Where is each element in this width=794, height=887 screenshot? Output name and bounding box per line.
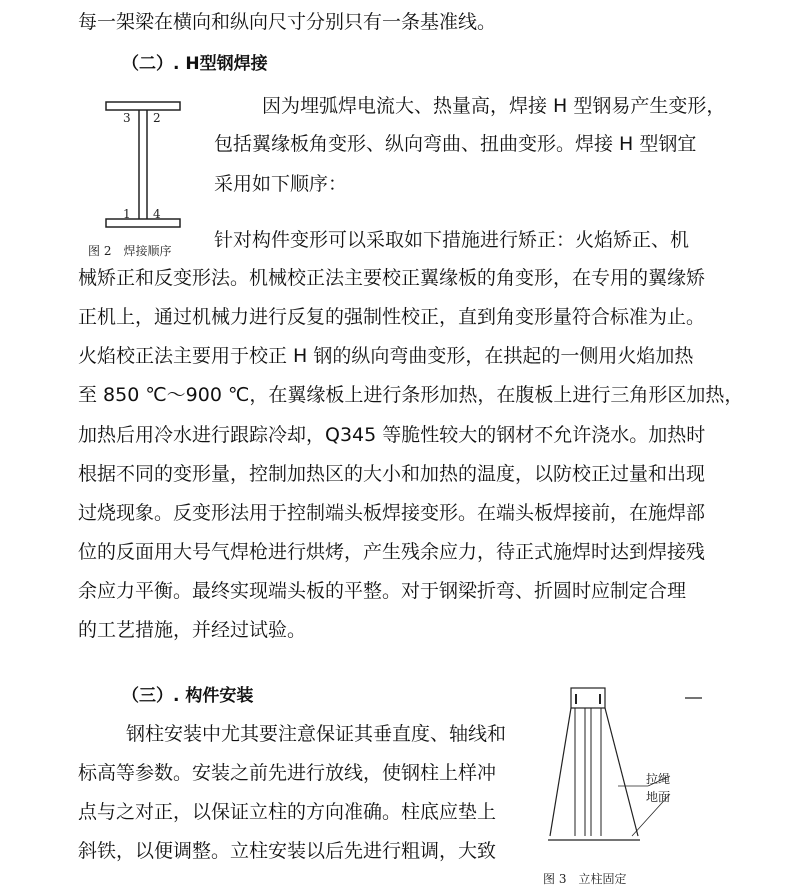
- para2-line-7: 根据不同的变形量，控制加热区的大小和加热的温度，以防校正过量和出现: [78, 463, 706, 485]
- para2-line-4: 火焰校正法主要用于校正 H 钢的纵向弯曲变形，在拱起的一侧用火焰加热: [78, 345, 694, 367]
- label-rope: 拉绳: [646, 772, 671, 786]
- para2-line-9: 位的反面用大号气焊枪进行烘烤，产生残余应力，待正式施焊时达到焊接残: [78, 541, 706, 563]
- weld-label-1: 1: [123, 207, 131, 221]
- para2-line-2: 械矫正和反变形法。机械校正法主要校正翼缘板的角变形，在专用的翼缘矫: [78, 267, 706, 289]
- para2-line-11: 的工艺措施，并经过试验。: [78, 619, 307, 641]
- figure-2-caption: 图 2 焊接顺序: [88, 244, 172, 258]
- weld-label-2: 2: [153, 111, 161, 125]
- para2-line-8: 过烧现象。反变形法用于控制端头板焊接变形。在端头板焊接前，在施焊部: [78, 502, 706, 524]
- weld-label-4: 4: [153, 207, 161, 221]
- para2-line-3: 正机上，通过机械力进行反复的强制性校正，直到角变形量符合标准为止。: [78, 306, 706, 328]
- para2-line-6: 加热后用冷水进行跟踪冷却，Q345 等脆性较大的钢材不允许浇水。加热时: [78, 424, 706, 446]
- para2-line-10: 余应力平衡。最终实现端头板的平整。对于钢梁折弯、折圆时应制定合理: [78, 580, 687, 602]
- weld-label-3: 3: [123, 111, 131, 125]
- para1-line-2: 包括翼缘板角变形、纵向弯曲、扭曲变形。焊接 H 型钢宜: [214, 133, 697, 155]
- para2-line-5: 至 850 ℃～900 ℃，在翼缘板上进行条形加热，在腹板上进行三角形区加热，: [78, 384, 744, 406]
- label-ground: 地面: [646, 790, 671, 804]
- install-line-3: 点与之对正，以保证立柱的方向准确。柱底应垫上: [78, 801, 497, 823]
- install-line-2: 标高等参数。安装之前先进行放线，使钢柱上样冲: [78, 762, 497, 784]
- figure-3-caption: 图 3 立柱固定: [543, 872, 627, 886]
- section-heading-h-beam: （二）. H型钢焊接: [122, 54, 268, 74]
- para1-line-1: 因为埋弧焊电流大、热量高，焊接 H 型钢易产生变形，: [262, 95, 726, 117]
- install-line-4: 斜铁，以便调整。立柱安装以后先进行粗调，大致: [78, 840, 497, 862]
- para2-line-1: 针对构件变形可以采取如下措施进行矫正：火焰矫正、机: [214, 229, 690, 251]
- install-line-1: 钢柱安装中尤其要注意保证其垂直度、轴线和: [126, 723, 507, 745]
- column-fixing-diagram: [540, 686, 720, 866]
- intro-line: 每一架梁在横向和纵向尺寸分别只有一条基准线。: [78, 11, 497, 33]
- h-beam-diagram: [100, 100, 200, 230]
- section-heading-installation: （三）. 构件安装: [122, 686, 254, 706]
- para1-line-3: 采用如下顺序：: [214, 173, 348, 195]
